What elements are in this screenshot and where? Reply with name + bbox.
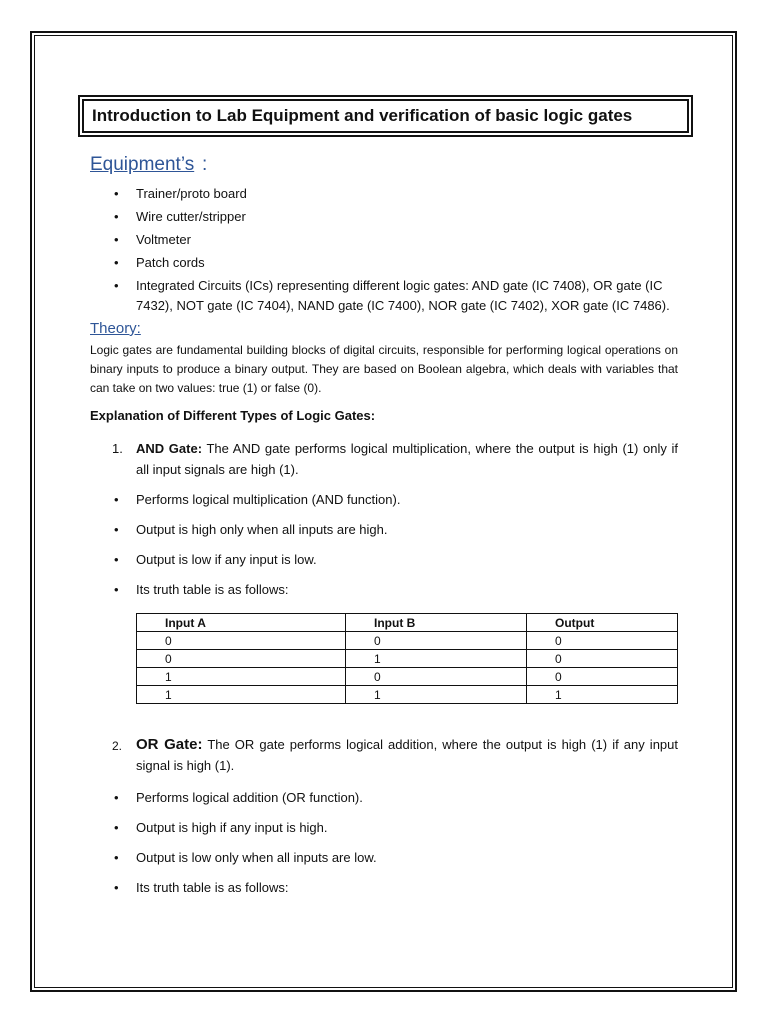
list-item: • Performs logical multiplication (AND function). [90, 490, 690, 510]
table-header-cell: Input A [137, 614, 346, 632]
table-cell: 0 [527, 650, 678, 668]
or-gate-name: OR Gate: [136, 736, 203, 753]
list-item: • Output is low if any input is low. [90, 550, 690, 570]
list-item: • Output is high only when all inputs are high. [90, 520, 690, 540]
list-item: • Its truth table is as follows: [90, 580, 690, 600]
list-item: • Its truth table is as follows: [90, 878, 690, 898]
theory-paragraph: Logic gates are fundamental building blocks of digital circuits, responsible for performing logical operations on binary inputs to produce a binary output. They are based on Boolean algebra, which deals with variables that can take on two values: true (1) or false (0). [90, 343, 678, 395]
list-item: • Voltmeter [90, 230, 690, 250]
page-title-text: Introduction to Lab Equipment and verification of basic logic gates [92, 106, 633, 125]
and-gate-description-block [136, 438, 678, 480]
table-header-cell: Output [527, 614, 678, 632]
or-gate-bullets [90, 788, 690, 908]
list-item: • Trainer/proto board [90, 184, 690, 204]
table-header-row [137, 614, 678, 632]
or-gate-description: The OR gate performs logical addition, where the output is high (1) if any input signal is high (1). [136, 737, 678, 773]
equipment-heading-colon: : [202, 154, 208, 175]
list-item: • Output is high if any input is high. [90, 818, 690, 838]
or-gate-description-block [136, 734, 678, 776]
and-gate-item [112, 438, 682, 482]
table-row [137, 686, 678, 704]
table-row [137, 632, 678, 650]
table-cell: 1 [346, 650, 527, 668]
and-gate-bullets [90, 490, 690, 610]
table-cell: 0 [346, 632, 527, 650]
table-cell: 0 [137, 650, 346, 668]
list-item: • Output is low only when all inputs are low. [90, 848, 690, 868]
table-cell: 0 [346, 668, 527, 686]
table-cell: 0 [527, 668, 678, 686]
and-gate-number: 1. [112, 441, 123, 456]
and-gate-name: AND Gate: [136, 441, 203, 456]
list-item: • Wire cutter/stripper [90, 207, 690, 227]
table-row [137, 668, 678, 686]
table-row [137, 650, 678, 668]
table-cell: 0 [137, 632, 346, 650]
table-cell: 1 [346, 686, 527, 704]
theory-heading: Theory: [90, 320, 141, 337]
list-item: • Patch cords [90, 253, 690, 273]
or-gate-number: 2. [112, 739, 123, 753]
list-item: • Integrated Circuits (ICs) representing different logic gates: AND gate (IC 7408), OR gate (IC 7432), NOT gate (IC 7404), NAND gate (IC 7400), NOR gate (IC 7402), XOR gate (IC 7486). [90, 276, 690, 316]
and-truth-table [136, 613, 678, 704]
equipment-heading: Equipment’s [90, 154, 195, 175]
equipment-list [90, 184, 690, 319]
or-gate-item [112, 734, 682, 778]
table-cell: 0 [527, 632, 678, 650]
table-cell: 1 [527, 686, 678, 704]
explanation-heading: Explanation of Different Types of Logic Gates: [90, 408, 376, 423]
list-item: • Performs logical addition (OR function). [90, 788, 690, 808]
table-cell: 1 [137, 668, 346, 686]
page-title [82, 99, 689, 133]
table-cell: 1 [137, 686, 346, 704]
table-header-cell: Input B [346, 614, 527, 632]
and-gate-description: The AND gate performs logical multiplication, where the output is high (1) only if all input signals are high (1). [136, 441, 678, 477]
